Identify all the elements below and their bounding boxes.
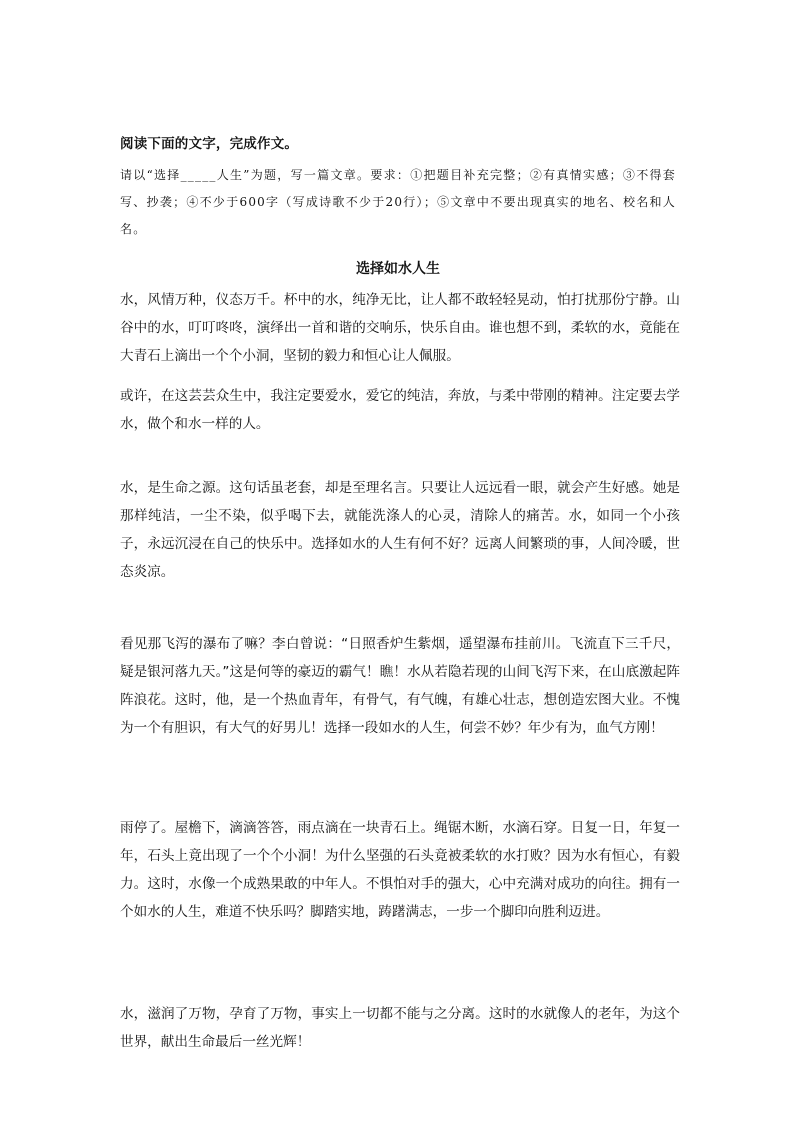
- writing-prompt: 请以“选择_____人生”为题，写一篇文章。要求：①把题目补充完整；②有真情实感；③不得套写、抄袭；④不少于600字（写成诗歌不少于20行）；⑤文章中不要出现真实的地名、校名和人名。: [120, 168, 676, 236]
- essay-paragraph-1: 水，风情万种，仪态万千。杯中的水，纯净无比，让人都不敢轻轻晃动，怕打扰那份宁静。山谷中的水，叮叮咚咚，演绎出一首和谐的交响乐，快乐自由。谁也想不到，柔软的水，竟能在大青石上滴出一个个小洞，坚韧的毅力和恒心让人佩服。: [120, 292, 680, 364]
- essay-paragraph-6: 水，滋润了万物，孕育了万物，事实上一切都不能与之分离。这时的水就像人的老年，为这个世界，献出生命最后一丝光辉！: [120, 1006, 680, 1050]
- essay-paragraph-4: 看见那飞泻的瀑布了嘛？李白曾说：“日照香炉生紫烟，遥望瀑布挂前川。飞流直下三千尺，疑是银河落九天。”这是何等的豪迈的霸气！瞧！水从若隐若现的山间飞泻下来，在山底激起阵阵浪花。这时，他，是一个热血青年，有骨气，有气魄，有雄心壮志，想创造宏图大业。不愧为一个有胆识，有大气的好男儿！选择一段如水的人生，何尝不妙？年少有为，血气方刚！: [120, 636, 680, 736]
- essay-title: 选择如水人生: [356, 261, 440, 277]
- essay-paragraph-3: 水，是生命之源。这句话虽老套，却是至理名言。只要让人远远看一眼，就会产生好感。她是那样纯洁，一尘不染，似乎喝下去，就能洗涤人的心灵，清除人的痛苦。水，如同一个小孩子，永远沉浸在自己的快乐中。选择如水的人生有何不好？远离人间繁琐的事，人间冷暖，世态炎凉。: [120, 480, 680, 580]
- question-heading: 阅读下面的文字，完成作文。: [120, 136, 299, 152]
- essay-paragraph-5: 雨停了。屋檐下，滴滴答答，雨点滴在一块青石上。绳锯木断，水滴石穿。日复一日，年复一年，石头上竟出现了一个个小洞！为什么坚强的石头竟被柔软的水打败？因为水有恒心，有毅力。这时，水像一个成熟果敢的中年人。不惧怕对手的强大，心中充满对成功的向往。拥有一个如水的人生，难道不快乐吗？脚踏实地，踌躇满志，一步一个脚印向胜利迈进。: [120, 820, 680, 920]
- essay-paragraph-2: 或许，在这芸芸众生中，我注定要爱水，爱它的纯洁，奔放，与柔中带刚的精神。注定要去学水，做个和水一样的人。: [120, 388, 680, 432]
